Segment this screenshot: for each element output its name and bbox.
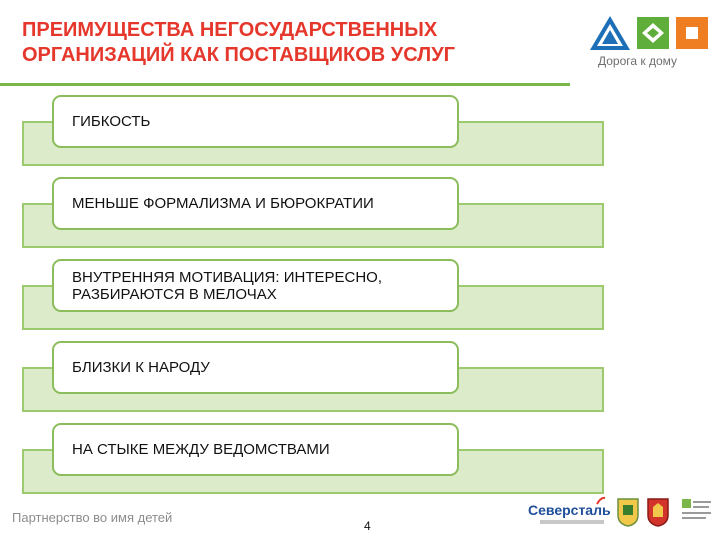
list-item-label: МЕНЬШЕ ФОРМАЛИЗМА И БЮРОКРАТИИ	[72, 195, 374, 212]
children-fund-logo	[680, 497, 714, 525]
title-line-1: ПРЕИМУЩЕСТВА НЕГОСУДАРСТВЕННЫХ	[22, 19, 438, 41]
footer-partnership-text: Партнерство во имя детей	[12, 510, 173, 525]
list-item-label: ВНУТРЕННЯЯ МОТИВАЦИЯ: ИНТЕРЕСНО, РАЗБИРАЮТСЯ В МЕЛОЧАХ	[72, 268, 382, 303]
list-item	[52, 423, 459, 476]
title-line-2: ОРГАНИЗАЦИЙ КАК ПОСТАВЩИКОВ УСЛУГ	[22, 44, 455, 66]
sponsor-tagline-bar	[540, 520, 604, 524]
list-item-label: ГИБКОСТЬ	[72, 113, 151, 130]
list-item-label: БЛИЗКИ К НАРОДУ	[72, 359, 210, 376]
regional-crest-icon	[616, 497, 640, 527]
list-item-label: НА СТЫКЕ МЕЖДУ ВЕДОМСТВАМИ	[72, 441, 330, 458]
page-title	[22, 18, 582, 68]
brand-caption: Дорога к дому	[598, 54, 678, 68]
sponsor-logo: Северсталь	[528, 502, 611, 518]
page-number: 4	[364, 519, 371, 533]
list-item	[52, 95, 459, 148]
title-underline	[0, 83, 570, 86]
orange-square-icon	[676, 17, 708, 49]
green-diamond-icon	[637, 17, 669, 49]
list-item	[52, 259, 459, 312]
sponsor-mark-icon	[596, 496, 606, 506]
blue-triangle-icon	[590, 16, 630, 50]
list-item	[52, 177, 459, 230]
city-crest-icon	[646, 497, 670, 527]
list-item	[52, 341, 459, 394]
